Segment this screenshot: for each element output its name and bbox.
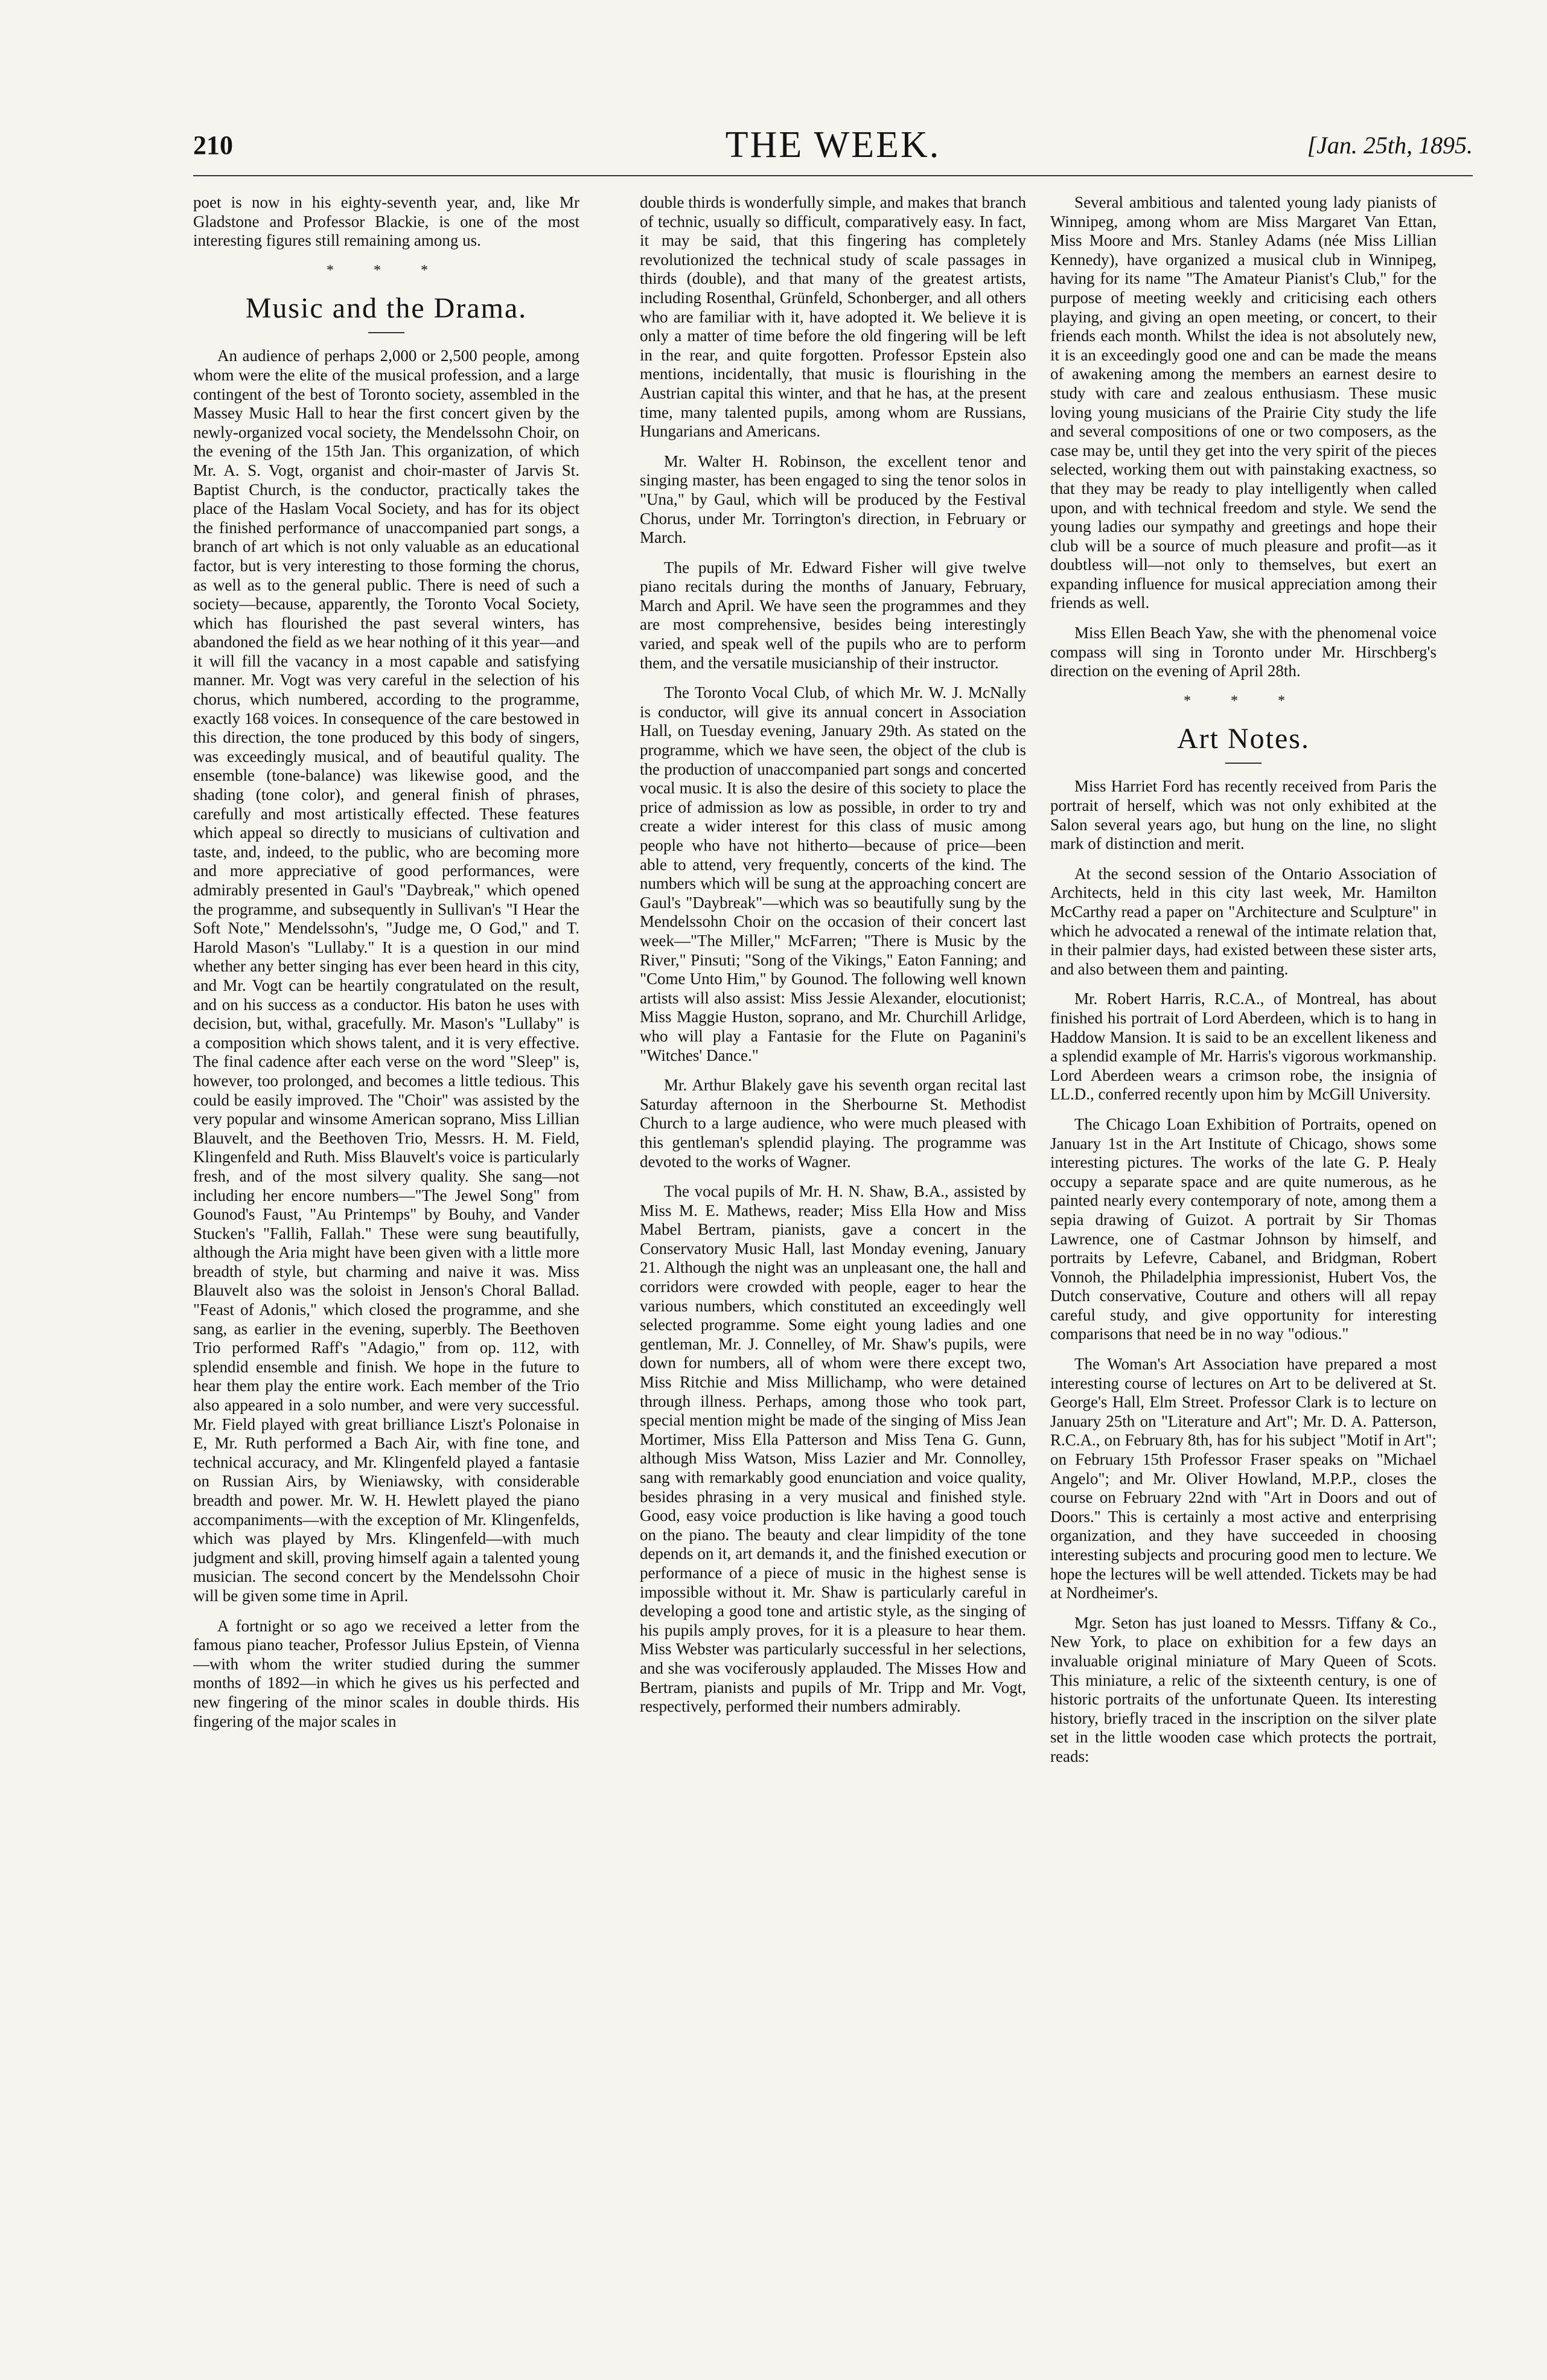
article-paragraph: The Woman's Art Association have prepared a most interesting course of lectures on Art to be delivered at St. George's Hall, Elm Street. Professor Clark is to lecture on January 25th on "Literature and Art"; Mr. D. A. Patterson, R.C.A., on February 8th, has for his subject "Motif in Art"; on February 15th Professor Fraser speaks on "Michael Angelo"; and Mr. Oliver Howland, M.P.P., closes the course on February 22nd with "Art in Doors and out of Doors." This is certainly a most active and enterprising organization, and they have succeeded in choosing interesting subjects and procuring good men to lecture. We hope the lectures will be well attended. Tickets may be had at Nordheimer's. xyxy=(1050,1355,1437,1602)
header-rule xyxy=(193,175,1473,176)
article-paragraph: The pupils of Mr. Edward Fisher will give twelve piano recitals during the months of January, February, March and April. We have seen the programmes and they are most comprehensive, besides being interestingly varied, and speak well of the pupils who are to perform them, and the versatile musicianship of their instructor. xyxy=(640,558,1026,672)
section-heading-art-notes: Art Notes. xyxy=(1177,723,1310,755)
column-right xyxy=(1050,193,1437,2282)
article-paragraph: Several ambitious and talented young lady pianists of Winnipeg, among whom are Miss Margaret Van Ettan, Miss Moore and Mrs. Stanley Adams (née Miss Lillian Kennedy), have organized a musical club in Winnipeg, having for its name "The Amateur Pianist's Club," for the purpose of meeting weekly and criticising each others playing, and giving an open meeting, or concert, to their friends each month. Whilst the idea is not absolutely new, it is an exceedingly good one and can be made the means of awakening among the members an earnest desire to study with care and zealous enthusiasm. These music loving young musicians of the Prairie City study the life and several compositions of one or two composers, as the case may be, until they get into the very spirit of the pieces selected, working them out with painstaking exactness, so that they may be ready to play intelligently when called upon, and with technical freedom and style. We send the young ladies our sympathy and greetings and hope their club will be a source of much pleasure and profit—as it doubtless will—not only to themselves, but exert an expanding influence for musical appreciation among their friends as well. xyxy=(1050,193,1437,612)
page-header xyxy=(193,124,1473,166)
masthead-title: THE WEEK. xyxy=(725,124,941,165)
column-left xyxy=(193,193,579,2282)
article-paragraph: At the second session of the Ontario Association of Architects, held in this city last week, Mr. Hamilton McCarthy read a paper on "Architecture and Sculpture" in which he advocated a renewal of the intimate relation that, in their palmier days, had existed between these sister arts, and also between them and painting. xyxy=(1050,864,1437,978)
heading-rule xyxy=(368,332,404,333)
article-paragraph: Mr. Arthur Blakely gave his seventh organ recital last Saturday afternoon in the Sherbourne St. Methodist Church to a large audience, who were much pleased with this gentleman's splendid playing. The programme was devoted to the works of Wagner. xyxy=(640,1076,1026,1171)
issue-date: [Jan. 25th, 1895. xyxy=(1307,132,1473,159)
continued-paragraph: double thirds is wonderfully simple, and makes that branch of technic, usually so difficult, comparatively easy. In fact, it may be said, that this fingering has completely revolutionized the technical study of scale passages in thirds (double), and that many of the greatest artists, including Rosenthal, Grünfeld, Schonberger, and all others who are familiar with it, have adopted it. We believe it is only a matter of time before the old fingering will be left in the rear, and quite forgotten. Professor Epstein also mentions, incidentally, that music is flourishing in the Austrian capital this winter, and that he has, at the present time, many talented pupils, among whom are Russians, Hungarians and Americans. xyxy=(640,193,1026,441)
section-separator: * * * xyxy=(1184,693,1303,709)
heading-rule xyxy=(1225,763,1262,764)
article-paragraph: The Chicago Loan Exhibition of Portraits, opened on January 1st in the Art Institute of Chicago, shows some interesting pictures. The works of the late G. P. Healy occupy a separate space and are quite numerous, as he painted nearly every contemporary of note, among them a sepia drawing of Guizot. A portrait by Sir Thomas Lawrence, one of Castmar Johnson by himself, and portraits by Lefevre, Cabanel, and Bridgman, Robert Vonnoh, the Philadelphia impressionist, Hubert Vos, the Dutch conservative, Couture and others will all repay careful study, and give opportunity for interesting comparisons that need be in no way "odious." xyxy=(1050,1115,1437,1343)
article-paragraph: Mgr. Seton has just loaned to Messrs. Tiffany & Co., New York, to place on exhibition for a few days an invaluable original miniature of Mary Queen of Scots. This miniature, a relic of the sixteenth century, is one of historic portraits of the unfortunate Queen. Its interesting history, briefly traced in the inscription on the silver plate set in the little wooden case which protects the portrait, reads: xyxy=(1050,1613,1437,1765)
column-middle xyxy=(640,193,1026,2282)
section-heading-music-drama: Music and the Drama. xyxy=(245,292,528,325)
article-paragraph: Miss Ellen Beach Yaw, she with the phenomenal voice compass will sing in Toronto under Mr. Hirschberg's direction on the evening of April 28th. xyxy=(1050,624,1437,680)
page-number: 210 xyxy=(193,130,233,160)
article-paragraph: Mr. Robert Harris, R.C.A., of Montreal, has about finished his portrait of Lord Aberdeen, which is to hang in Haddow Mansion. It is said to be an excellent likeness and a splendid example of Mr. Harris's vigorous workmanship. Lord Aberdeen wears a crimson robe, the insignia of LL.D., conferred recently upon him by McGill University. xyxy=(1050,990,1437,1104)
section-separator: * * * xyxy=(327,262,446,278)
article-paragraph: Miss Harriet Ford has recently received from Paris the portrait of herself, which was not only exhibited at the Salon several years ago, but hung on the line, no slight mark of distinction and merit. xyxy=(1050,777,1437,853)
continued-paragraph: poet is now in his eighty-seventh year, and, like Mr Gladstone and Professor Blackie, is one of the most interesting figures still remaining among us. xyxy=(193,193,579,250)
article-paragraph: Mr. Walter H. Robinson, the excellent tenor and singing master, has been engaged to sing the tenor solos in "Una," by Gaul, which will be produced by the Festival Chorus, under Mr. Torrington's direction, in February or March. xyxy=(640,452,1026,547)
article-paragraph: The vocal pupils of Mr. H. N. Shaw, B.A., assisted by Miss M. E. Mathews, reader; Miss Ella How and Miss Mabel Bertram, pianists, gave a concert in the Conservatory Music Hall, last Monday evening, January 21. Although the night was an unpleasant one, the hall and corridors were crowded with people, eager to hear the various numbers, which constituted an exceedingly well selected programme. Some eight young ladies and one gentleman, Mr. J. Connelley, of Mr. Shaw's pupils, were down for numbers, all of whom were there except two, Miss Ritchie and Miss Millichamp, who were detained through illness. Perhaps, among those who took part, special mention might be made of the singing of Miss Jean Mortimer, Miss Ella Patterson and Miss Tena G. Gunn, although Miss Watson, Miss Lazier and Mr. Connolley, sang with remarkably good enunciation and voice quality, besides phrasing in a very musical and finished style. Good, easy voice production is like having a good touch on the piano. The beauty and clear limpidity of the tone depends on it, art demands it, and the finished execution or performance of a piece of music in the highest sense is impossible without it. Mr. Shaw is particularly careful in developing a good tone and artistic style, as the singing of his pupils amply proves, for it is a pleasure to hear them. Miss Webster was particularly successful in her selections, and she was vociferously applauded. The Misses How and Bertram, pianists and pupils of Mr. Tripp and Mr. Vogt, respectively, performed their numbers admirably. xyxy=(640,1182,1026,1716)
article-paragraph: A fortnight or so ago we received a letter from the famous piano teacher, Professor Julius Epstein, of Vienna—with whom the writer studied during the summer months of 1892—in which he gives us his perfected and new fingering of the minor scales in double thirds. His fingering of the major scales in xyxy=(193,1616,579,1730)
article-paragraph: An audience of perhaps 2,000 or 2,500 people, among whom were the elite of the musical profession, and a large contingent of the best of Toronto society, assembled in the Massey Music Hall to hear the first concert given by the newly-organized vocal society, the Mendelssohn Choir, on the evening of the 15th Jan. This organization, of which Mr. A. S. Vogt, organist and choir-master of Jarvis St. Baptist Church, is the conductor, practically takes the place of the Haslam Vocal Society, and has for its object the finished performance of unaccompanied part songs, a branch of art which is not only valuable as an educational factor, but is very interesting to those forming the chorus, as well as to the general public. There is need of such a society—because, apparently, the Toronto Vocal Society, which has flourished the past several winters, has abandoned the field as we hear nothing of it this year—and it will fill the vacancy in a most capable and satisfying manner. Mr. Vogt was very careful in the selection of his chorus, which numbered, according to the programme, exactly 168 voices. In consequence of the care bestowed in this direction, the tone produced by this body of singers, was exceedingly musical, and of beautiful quality. The ensemble (tone-balance) was likewise good, and the shading (tone color), and general finish of phrases, carefully and most artistically effected. These features which appeal so directly to musicians of cultivation and taste, and, indeed, to the public, who are becoming more and more appreciative of good performances, were admirably presented in Gaul's "Daybreak," which opened the programme, and subsequently in Sullivan's "I Hear the Soft Note," Mendelssohn's, "Judge me, O God," and T. Harold Mason's "Lullaby." It is a question in our mind whether any better singing has ever been heard in this city, and Mr. Vogt can be heartily congratulated on the result, and on his success as a conductor. His baton he uses with decision, but, withal, gracefully. Mr. Mason's "Lullaby" is a composition which shows talent, and it is very effective. The final cadence after each verse on the word "Sleep" is, however, too prolonged, and becomes a little tedious. This could be easily improved. The "Choir" was assisted by the very popular and winsome American soprano, Miss Lillian Blauvelt, and the Beethoven Trio, Messrs. H. M. Field, Klingenfeld and Ruth. Miss Blauvelt's voice is particularly fresh, and of the most silvery quality. She sang—not including her encore numbers—"The Jewel Song" from Gounod's Faust, "Au Printemps" by Bouhy, and Vander Stucken's "Fallih, Fallah." These were sung beautifully, although the Aria might have been given with a little more breadth of style, but charming and naive it was. Miss Blauvelt also was the soloist in Jenson's Choral Ballad. "Feast of Adonis," which closed the programme, and she sang, as earlier in the evening, superbly. The Beethoven Trio performed Raff's "Adagio," from op. 112, with splendid ensemble and finish. We hope in the future to hear them play the entire work. Each member of the Trio also appeared in a solo number, and were very successful. Mr. Field played with great brilliance Liszt's Polonaise in E, Mr. Ruth performed a Bach Air, with fine tone, and technical accuracy, and Mr. Klingenfeld played a fantasie on Russian Airs, by Wieniawsky, with considerable breadth and power. Mr. W. H. Hewlett played the piano accompaniments—with the exception of Mr. Klingenfelds, which was played by Mrs. Klingenfeld—with much judgment and skill, proving himself again a talented young musician. The second concert by the Mendelssohn Choir will be given some time in April. xyxy=(193,347,579,1605)
article-paragraph: The Toronto Vocal Club, of which Mr. W. J. McNally is conductor, will give its annual concert in Association Hall, on Tuesday evening, January 29th. As stated on the programme, which we have seen, the object of the club is the production of unaccompanied part songs and concerted vocal music. It is also the desire of this society to place the price of admission as low as possible, in order to try and create a wider interest for this class of music among people who have not hitherto—because of price—been able to attend, very frequently, concerts of the kind. The numbers which will be sung at the approaching concert are Gaul's "Daybreak"—which was so beautifully sung by the Mendelssohn Choir on the occasion of their concert last week—"The Miller," McFarren; "There is Music by the River," Pinsuti; "Song of the Vikings," Eaton Fanning; and "Come Unto Him," by Gounod. The following well known artists will also assist: Miss Jessie Alexander, elocutionist; Miss Maggie Huston, soprano, and Mr. Churchill Arlidge, who will play a Fantasie for the Flute on Paganini's "Witches' Dance." xyxy=(640,683,1026,1064)
